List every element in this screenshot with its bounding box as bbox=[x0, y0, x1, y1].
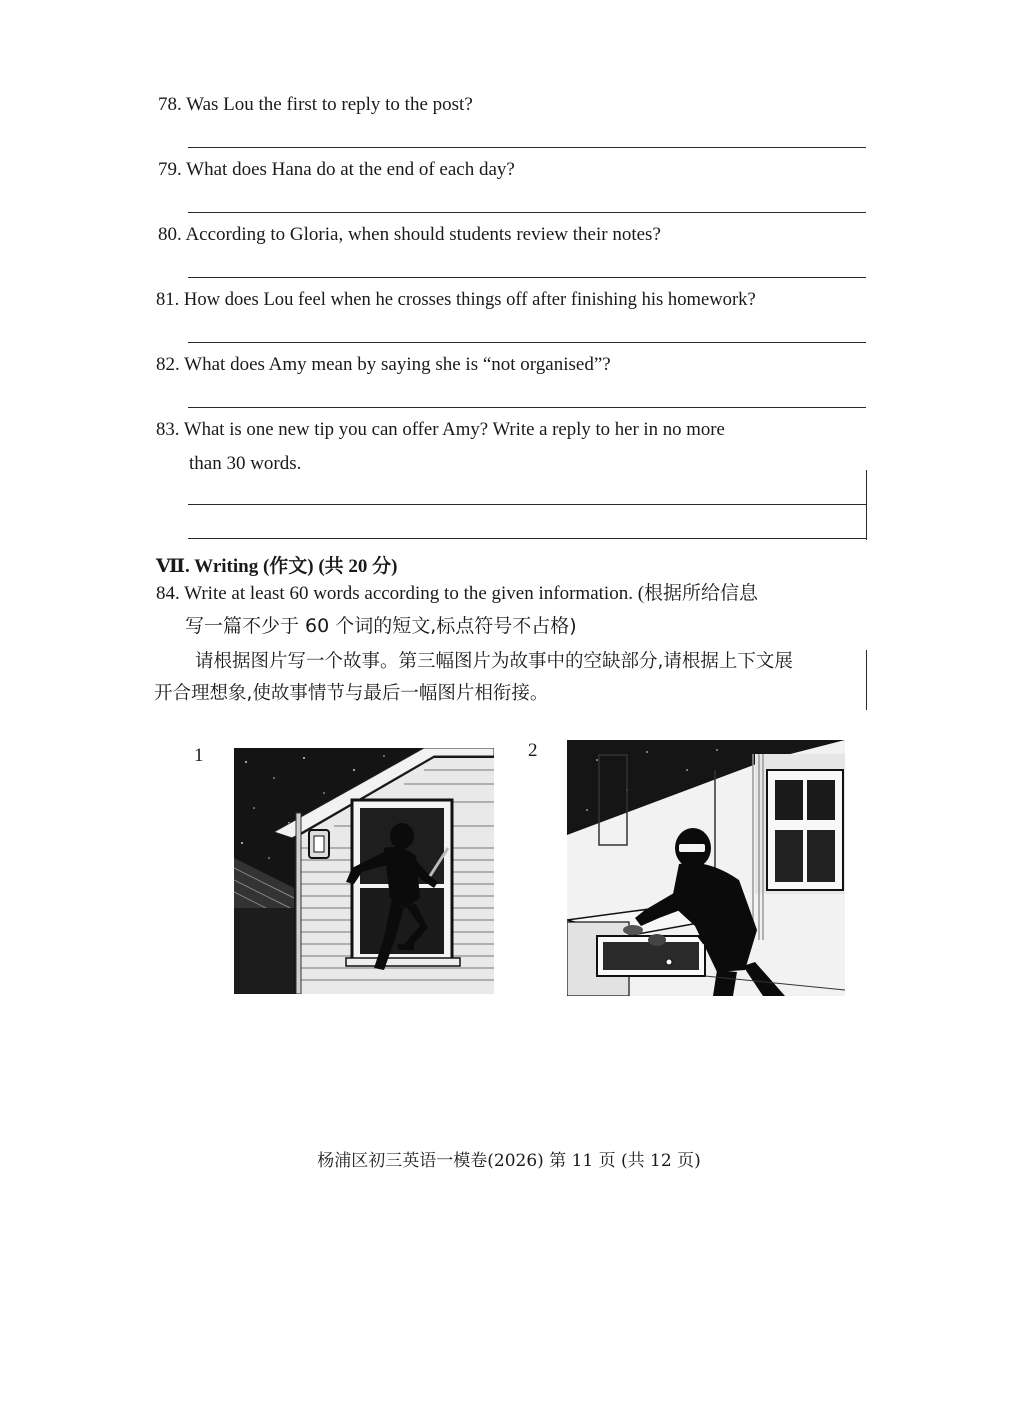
question-79 bbox=[158, 158, 515, 182]
instruction-line-2: 开合理想象,使故事情节与最后一幅图片相衔接。 bbox=[154, 683, 549, 704]
question-80 bbox=[158, 223, 661, 247]
question-81 bbox=[156, 288, 756, 312]
page-footer: 杨浦区初三英语一模卷(2026) 第 11 页 (共 12 页) bbox=[317, 1151, 701, 1171]
answer-line-78[interactable] bbox=[188, 147, 866, 148]
question-number: 80. bbox=[158, 224, 182, 245]
answer-line-83-a[interactable] bbox=[188, 504, 866, 505]
question-82 bbox=[156, 353, 611, 377]
answer-line-83-b[interactable] bbox=[188, 538, 866, 539]
question-number: 79. bbox=[158, 159, 182, 180]
question-text: Write at least 60 words according to the given information. (根据所给信息 bbox=[184, 583, 759, 604]
picture-label-2: 2 bbox=[528, 740, 538, 761]
question-number: 81. bbox=[156, 289, 180, 310]
question-text: Was Lou the first to reply to the post? bbox=[186, 94, 473, 115]
answer-line-80[interactable] bbox=[188, 277, 866, 278]
margin-line bbox=[866, 470, 867, 540]
section-heading bbox=[156, 551, 398, 578]
section-title: Writing (作文) (共 20 分) bbox=[194, 556, 398, 577]
question-text: What is one new tip you can offer Amy? Write a reply to her in no more bbox=[183, 419, 725, 440]
question-number: 84. bbox=[156, 583, 180, 604]
picture-burglar-window bbox=[234, 748, 494, 994]
question-number: 83. bbox=[156, 419, 180, 440]
picture-burglar-drawer bbox=[567, 740, 845, 996]
question-number: 78. bbox=[158, 94, 182, 115]
answer-line-82[interactable] bbox=[188, 407, 866, 408]
question-78 bbox=[158, 93, 473, 117]
question-text: How does Lou feel when he crosses things off after finishing his homework? bbox=[183, 289, 756, 310]
question-83-continued: than 30 words. bbox=[189, 453, 302, 474]
question-text: What does Hana do at the end of each day? bbox=[186, 159, 515, 180]
question-text: According to Gloria, when should students review their notes? bbox=[185, 224, 661, 245]
instruction-line-1: 请根据图片写一个故事。第三幅图片为故事中的空缺部分,请根据上下文展 bbox=[195, 651, 793, 672]
answer-line-81[interactable] bbox=[188, 342, 866, 343]
question-84 bbox=[156, 582, 758, 606]
question-number: 82. bbox=[156, 354, 180, 375]
question-83 bbox=[156, 418, 725, 442]
margin-line bbox=[866, 650, 867, 710]
section-number: Ⅶ. bbox=[156, 556, 190, 577]
answer-line-79[interactable] bbox=[188, 212, 866, 213]
question-84-continued: 写一篇不少于 60 个词的短文,标点符号不占格) bbox=[185, 615, 577, 637]
question-text: What does Amy mean by saying she is “not organised”? bbox=[184, 354, 611, 375]
picture-label-1: 1 bbox=[194, 745, 204, 766]
